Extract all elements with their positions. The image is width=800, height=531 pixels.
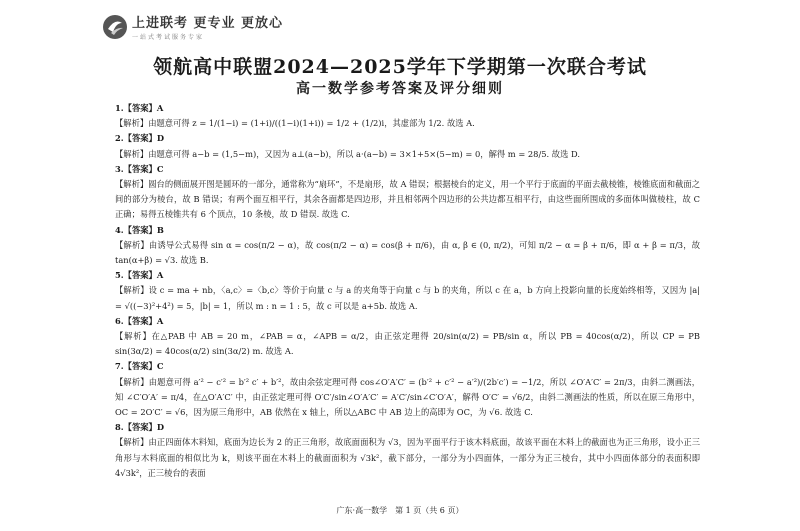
answer-3: 3.【答案】C — [115, 163, 164, 174]
answer-6: 6.【答案】A — [115, 315, 164, 326]
answer-list — [115, 101, 700, 481]
explanation-3: 【解析】圆台的侧面展开图是圆环的一部分，通常称为“扇环”，不是扇形，故 A 错误；根据棱台的定义，用一个平行于底面的平面去截棱锥，棱锥底面和截面之间的部分为棱台，故 B 错误；有两个面互相平行，其余各面都是四边形，并且相邻两个四边形的公共边都互相平行，由这些面所围成的多面体叫做棱柱，故 C 正确；易得五棱锥共有 6 个顶点，10 条棱，故 D 错误. 故选 C. — [115, 179, 700, 220]
answer-7: 7.【答案】C — [115, 361, 164, 372]
explanation-1: 【解析】由题意可得 z = 1/(1−i) = (1+i)/((1−i)(1+i)) = 1/2 + (1/2)i，其虚部为 1/2. 故选 A. — [115, 118, 475, 129]
page-subtitle: 高一数学参考答案及评分细则 — [296, 81, 504, 97]
explanation-7: 【解析】由题意可得 a′² − c′² = b′² c′ + b′²，故由余弦定理可得 cos∠O′A′C′ = (b′² + c′² − a′²)/(2b′c′) = −1/2，所以 ∠O′A′C′ = 2π/3，由斜二测画法，知 ∠C′O′A′ = π/4，在△O′A′C′ 中，由正弦定理可得 O′C′/sin∠O′A′C′ = A′C′/sin∠C′O′A′，解得 O′C′ = √6/2，由斜二测画法的性质，所以在原三角形中，OC = 2O′C′ = √6，因为原三角形中，AB 依然在 x 轴上，所以△ABC 中 AB 边上的高即为 OC，为 √6. 故选 C. — [115, 376, 700, 418]
page-title: 领航高中联盟2024—2025学年下学期第一次联合考试 — [153, 56, 647, 78]
explanation-4: 【解析】由诱导公式易得 sin α = cos(π/2 − α)，故 cos(π/2 − α) = cos(β + π/6)，由 α, β ∈ (0, π/2)，可知 π/2 − α = β + π/6，即 α + β = π/3，故 tan(α+β) = √3. 故选 B. — [115, 239, 700, 266]
answer-8: 8.【答案】D — [115, 422, 165, 433]
logo-emblem-icon — [102, 14, 128, 40]
explanation-8: 【解析】由正四面体木料知，底面为边长为 2 的正三角形，故底面面积为 √3，因为平面平行于该木料底面，故该平面在木料上的截面也为正三角形，设小正三角形与木料底面的相似比为 k，则该平面在木料上的截面面积为 √3k²，截下部分，一部分为小四面体，一部分为正三棱台，其中小四面体部分的表面积即 4√3k²，正三棱台的表面 — [115, 437, 700, 478]
answer-1: 1.【答案】A — [115, 103, 164, 113]
answer-5: 5.【答案】A — [115, 270, 164, 281]
explanation-2: 【解析】由题意可得 a−b = (1,5−m)，又因为 a⊥(a−b)，所以 a·(a−b) = 3×1+5×(5−m) = 0，解得 m = 28/5. 故选 D. — [115, 148, 581, 159]
answer-4: 4.【答案】B — [115, 224, 164, 235]
answer-2: 2.【答案】D — [115, 133, 165, 144]
explanation-6: 【解析】在△PAB 中 AB = 20 m，∠PAB = α，∠APB = α/2，由正弦定理得 20/sin(α/2) = PB/sin α，所以 PB = 40cos(α/2)，所以 CP = PB sin(3α/2) = 40cos(α/2) sin(3α/2) m. 故选 A. — [115, 331, 700, 357]
logo — [102, 12, 283, 41]
logo-subtext: 一站式考试服务专家 — [132, 34, 205, 41]
explanation-5: 【解析】设 c = ma + nb，〈a,c〉=〈b,c〉等价于向量 c 与 a 的夹角等于向量 c 与 b 的夹角，所以 c 在 a，b 方向上投影向量的长度始终相等，又因为 |a| = √((−3)²+4²) = 5，|b| = 1，所以 m : n = 1 : 5，故 c 可以是 a+5b. 故选 A. — [115, 285, 700, 311]
logo-text: 上进联考 更专业 更放心 — [132, 16, 284, 31]
page-footer: 广东·高一数学 第 1 页（共 6 页） — [336, 506, 464, 515]
